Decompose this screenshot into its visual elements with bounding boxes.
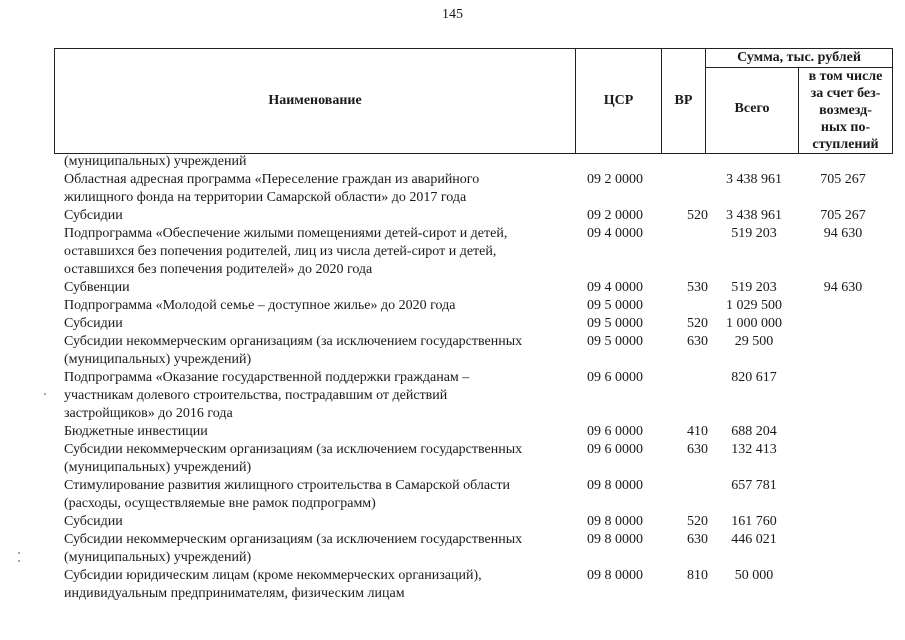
- table-row: [0, 531, 905, 567]
- row-free: 94 630: [823, 226, 863, 241]
- row-vr: 630: [687, 334, 708, 349]
- row-free: 705 267: [820, 172, 866, 187]
- row-csr: 09 8 0000: [587, 568, 643, 583]
- table-row: [0, 315, 905, 333]
- table-row: [0, 477, 905, 513]
- header-right-border: [892, 48, 893, 154]
- row-name: Субсидии некоммерческим организациям (за исключением государственных (муниципальных) учреждений): [64, 334, 523, 367]
- table-row: [0, 441, 905, 477]
- row-csr: 09 6 0000: [587, 370, 643, 385]
- row-csr: 09 5 0000: [587, 334, 643, 349]
- table-row: [0, 369, 905, 423]
- row-csr: 09 6 0000: [587, 424, 643, 439]
- header-free: в том числе за счет без- возмезд- ных по- ступлений: [808, 69, 883, 152]
- table-row: [0, 297, 905, 315]
- row-free: 94 630: [823, 280, 863, 295]
- header-sum-group: Сумма, тыс. рублей: [737, 50, 861, 65]
- row-total: 3 438 961: [726, 208, 782, 223]
- row-csr: 09 4 0000: [587, 226, 643, 241]
- row-csr: 09 2 0000: [587, 208, 643, 223]
- table-row: [0, 207, 905, 225]
- table-row: [0, 567, 905, 603]
- scan-speck: [18, 560, 20, 562]
- row-name: Субвенции: [64, 280, 130, 295]
- row-name: Подпрограмма «Молодой семье – доступное жилье» до 2020 года: [64, 298, 456, 313]
- row-name: Субсидии некоммерческим организациям (за исключением государственных (муниципальных) учреждений): [64, 442, 523, 475]
- row-name: Подпрограмма «Обеспечение жилыми помещениями детей-сирот и детей, оставшихся без попечения родителей, лиц из числа детей-сирот и детей, оставшихся без попечения родителей» до 2020 года: [64, 226, 508, 277]
- row-name: Областная адресная программа «Переселение граждан из аварийного жилищного фонда на территории Самарской области» до 2017 года: [64, 172, 480, 205]
- table-body: [0, 153, 905, 603]
- row-total: 3 438 961: [726, 172, 782, 187]
- row-total: 1 000 000: [726, 316, 782, 331]
- table-row: [0, 423, 905, 441]
- row-total: 688 204: [731, 424, 777, 439]
- header-total: Всего: [734, 101, 770, 116]
- row-total: 820 617: [731, 370, 777, 385]
- row-total: 29 500: [734, 334, 774, 349]
- row-csr: 09 4 0000: [587, 280, 643, 295]
- row-free: 705 267: [820, 208, 866, 223]
- row-name: (муниципальных) учреждений: [64, 154, 247, 169]
- row-name: Субсидии: [64, 208, 123, 223]
- row-name: Субсидии: [64, 316, 123, 331]
- header-vr: ВР: [674, 93, 693, 108]
- row-total: 132 413: [731, 442, 777, 457]
- row-total: 161 760: [731, 514, 777, 529]
- row-name: Субсидии некоммерческим организациям (за исключением государственных (муниципальных) учреждений): [64, 532, 523, 565]
- row-total: 446 021: [731, 532, 777, 547]
- row-name: Стимулирование развития жилищного строительства в Самарской области (расходы, осуществляемые вне рамок подпрограмм): [64, 478, 510, 511]
- row-vr: 630: [687, 442, 708, 457]
- scan-speck: [44, 393, 46, 395]
- row-csr: 09 2 0000: [587, 172, 643, 187]
- row-csr: 09 8 0000: [587, 514, 643, 529]
- row-vr: 520: [687, 514, 708, 529]
- row-csr: 09 6 0000: [587, 442, 643, 457]
- row-vr: 410: [687, 424, 708, 439]
- row-vr: 520: [687, 316, 708, 331]
- row-total: 1 029 500: [726, 298, 782, 313]
- row-csr: 09 5 0000: [587, 298, 643, 313]
- header-csr: ЦСР: [603, 93, 634, 108]
- table-row: [0, 225, 905, 279]
- row-total: 657 781: [731, 478, 777, 493]
- page-number: 145: [442, 7, 463, 22]
- header-name: Наименование: [268, 93, 362, 108]
- row-name: Бюджетные инвестиции: [64, 424, 208, 439]
- table-row: [0, 153, 905, 171]
- row-name: Подпрограмма «Оказание государственной поддержки гражданам – участникам долевого строительства, пострадавшим от действий застройщиков» до 2016 года: [64, 370, 470, 421]
- row-vr: 810: [687, 568, 708, 583]
- row-csr: 09 5 0000: [587, 316, 643, 331]
- table-header: [0, 0, 905, 160]
- table-row: [0, 279, 905, 297]
- table-row: [0, 513, 905, 531]
- row-total: 519 203: [731, 280, 777, 295]
- row-csr: 09 8 0000: [587, 532, 643, 547]
- scan-speck: [18, 552, 20, 554]
- row-vr: 520: [687, 208, 708, 223]
- row-csr: 09 8 0000: [587, 478, 643, 493]
- table-row: [0, 333, 905, 369]
- row-name: Субсидии: [64, 514, 123, 529]
- row-total: 50 000: [734, 568, 774, 583]
- table-row: [0, 171, 905, 207]
- row-vr: 630: [687, 532, 708, 547]
- row-name: Субсидии юридическим лицам (кроме некоммерческих организаций), индивидуальным предпринимателям, физическим лицам: [64, 568, 482, 601]
- row-total: 519 203: [731, 226, 777, 241]
- row-vr: 530: [687, 280, 708, 295]
